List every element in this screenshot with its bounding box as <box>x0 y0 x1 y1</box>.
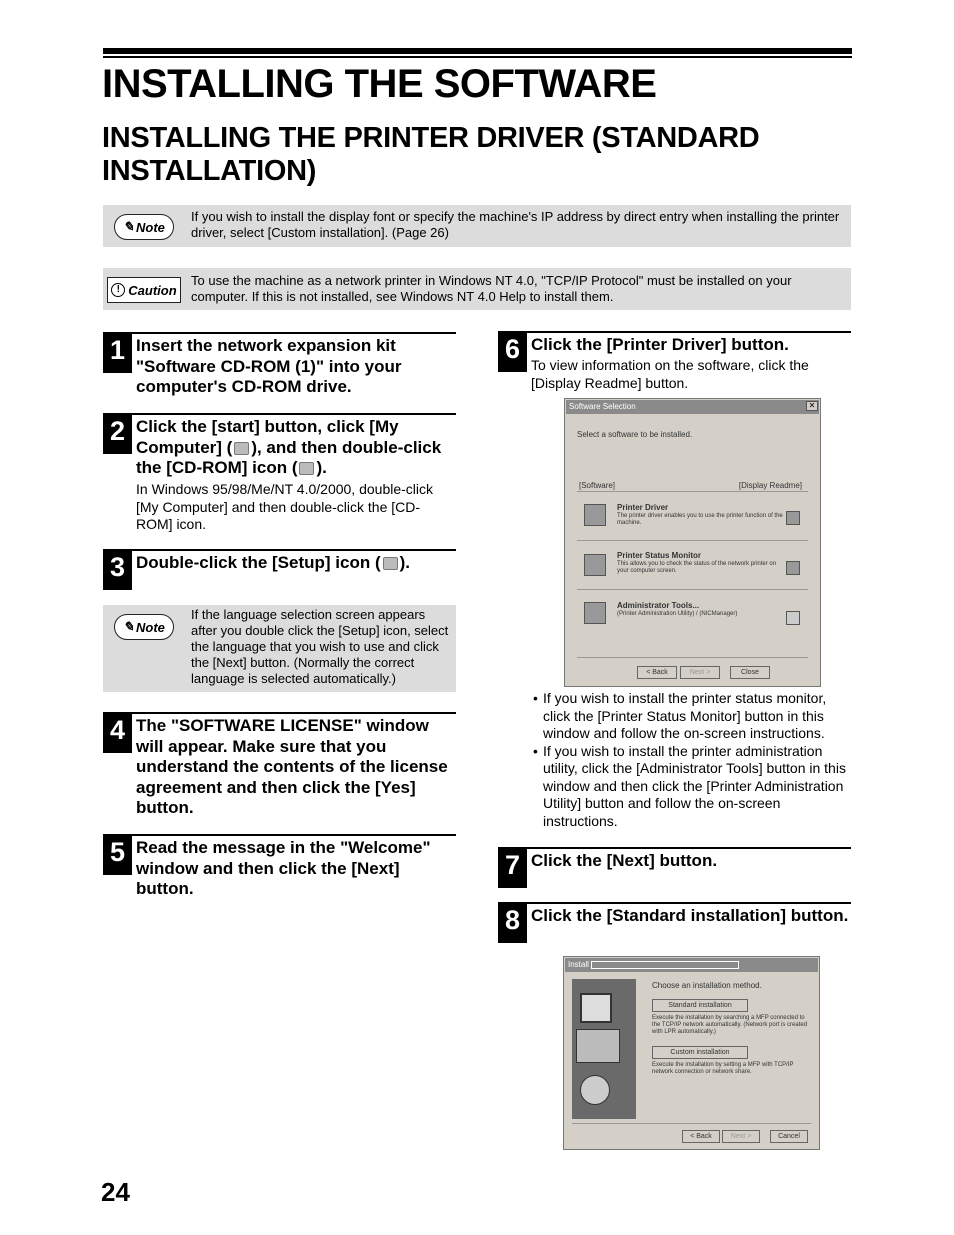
step-title: Insert the network expansion kit "Software CD-ROM (1)" into your computer's CD-ROM drive. <box>136 336 402 396</box>
divider <box>577 657 808 658</box>
step-2 <box>103 413 456 538</box>
close-button[interactable]: Close <box>730 666 770 679</box>
back-button[interactable]: < Back <box>637 666 677 679</box>
step-number: 5 <box>103 834 132 875</box>
step-description: In Windows 95/98/Me/NT 4.0/2000, double-click [My Computer] and then double-click the [CD-ROM] icon. <box>136 481 434 532</box>
item-name: Printer Driver <box>617 503 669 512</box>
step-number: 6 <box>498 331 527 372</box>
note-badge-label: Note <box>136 219 165 235</box>
computer-icon <box>576 1029 620 1063</box>
admin-tools-button[interactable] <box>584 602 606 624</box>
step-rule <box>103 549 456 551</box>
pencil-icon: ✎ <box>123 219 134 234</box>
header-rule-thick <box>103 48 852 54</box>
exclamation-icon: ! <box>111 283 125 297</box>
step-title-part: ). <box>316 458 327 477</box>
step-rule <box>103 332 456 334</box>
step-rule <box>103 413 456 415</box>
readme-icon[interactable] <box>786 561 800 575</box>
item-desc: (Printer Administration Utility) / (NICManager) <box>617 611 738 617</box>
readme-icon[interactable] <box>786 611 800 625</box>
note-box-top <box>103 205 851 247</box>
step-number: 7 <box>498 847 527 888</box>
titlebar-field <box>591 961 739 969</box>
note-badge <box>114 214 174 240</box>
step-number: 4 <box>103 712 132 753</box>
window-titlebar: Software Selection <box>566 400 819 414</box>
step-rule <box>103 712 456 714</box>
monitor-icon <box>580 993 612 1023</box>
item-desc: The printer driver enables you to use the printer function of the machine. <box>617 513 783 526</box>
custom-description: Execute the installation by setting a MFP with TCP/IP network connection or network share. <box>652 1062 794 1075</box>
status-monitor-button[interactable] <box>584 554 606 576</box>
divider <box>577 589 808 590</box>
close-icon[interactable]: ✕ <box>806 401 818 411</box>
step-title-part: ), and then double-click the [CD-ROM] icon ( <box>136 437 442 477</box>
step-title: Click the [Standard installation] button. <box>531 906 849 925</box>
list-item: • If you wish to install the printer status monitor, click the [Printer Status Monitor] button in this window and follow the on-screen instructions. <box>533 690 853 743</box>
item-name: Administrator Tools... <box>617 601 700 610</box>
next-button[interactable]: Next > <box>680 666 720 679</box>
software-selection-window <box>564 398 821 687</box>
back-button[interactable]: < Back <box>682 1130 720 1143</box>
step-title: Click the [Printer Driver] button. <box>531 335 789 354</box>
item-name: Printer Status Monitor <box>617 551 702 560</box>
note-text: If the language selection screen appears after you double click the [Setup] icon, select the language that you wish to use and click the [Next] button. (Normally the correct language is selected automatically.) <box>191 607 449 686</box>
step-title: Click the [Next] button. <box>531 851 718 870</box>
step-title: The "SOFTWARE LICENSE" window will appear. Make sure that you understand the contents of the license agreement and then click the [Yes] button. <box>136 716 448 817</box>
custom-installation-button[interactable]: Custom installation <box>652 1046 748 1059</box>
step-description: To view information on the software, click the [Display Readme] button. <box>531 357 809 391</box>
bullet-list <box>533 690 853 830</box>
cd-rom-icon <box>299 462 314 475</box>
column-readme: [Display Readme] <box>738 481 802 490</box>
section-title: INSTALLING THE PRINTER DRIVER (STANDARD INSTALLATION) <box>102 122 760 187</box>
note-text: If you wish to install the display font or specify the machine's IP address by direct entry when installing the printer driver, select [Custom installation]. (Page 26) <box>191 209 840 240</box>
divider <box>577 540 808 541</box>
installer-illustration <box>572 979 636 1119</box>
step-number: 3 <box>103 549 132 590</box>
step-5 <box>103 834 456 904</box>
caution-box <box>103 268 851 310</box>
step-number: 8 <box>498 902 527 943</box>
step-title-part: Double-click the [Setup] icon ( <box>136 553 381 572</box>
step-number: 2 <box>103 413 132 454</box>
step-7 <box>498 847 851 889</box>
header-rule-thin <box>103 56 852 58</box>
window-titlebar <box>565 958 818 972</box>
page-number: 24 <box>101 1177 130 1207</box>
window-prompt: Select a software to be installed. <box>577 430 693 439</box>
divider <box>572 1123 811 1124</box>
list-item: • If you wish to install the printer administration utility, click the [Administrator Tools] button in this window and then click the [Printer Administration Utility] button and follow the on-screen instructions. <box>533 743 853 831</box>
step-3 <box>103 549 456 594</box>
step-title-part: Click the [start] button, click [My Computer] ( <box>136 417 399 457</box>
setup-icon <box>383 557 398 570</box>
divider <box>577 491 808 492</box>
standard-description: Execute the installation by searching a MFP connected to the TCP/IP network automatically. (Network port is created with LPR automatically.) <box>652 1015 808 1035</box>
caution-badge-label: Caution <box>128 282 177 298</box>
readme-icon[interactable] <box>786 511 800 525</box>
printer-driver-button[interactable] <box>584 504 606 526</box>
page-title: INSTALLING THE SOFTWARE <box>102 62 657 106</box>
window-title: Install <box>568 960 589 969</box>
step-1 <box>103 332 456 402</box>
step-rule <box>103 834 456 836</box>
step-title: Read the message in the "Welcome" window and then click the [Next] button. <box>136 838 431 898</box>
window-prompt: Choose an installation method. <box>652 981 762 990</box>
cd-icon <box>580 1075 610 1105</box>
step-rule <box>498 902 851 904</box>
standard-installation-button[interactable]: Standard installation <box>652 999 748 1012</box>
note-box-mid <box>103 605 456 692</box>
pencil-icon: ✎ <box>123 619 134 634</box>
step-6 <box>498 331 851 391</box>
step-title <box>136 553 454 574</box>
step-number: 1 <box>103 332 132 373</box>
note-badge <box>114 614 174 640</box>
note-badge-label: Note <box>136 619 165 635</box>
item-desc: This allows you to check the status of the network printer on your computer screen. <box>617 561 777 574</box>
cancel-button[interactable]: Cancel <box>770 1130 808 1143</box>
step-rule <box>498 847 851 849</box>
next-button[interactable]: Next > <box>722 1130 760 1143</box>
caution-text: To use the machine as a network printer in Windows NT 4.0, "TCP/IP Protocol" must be installed on your computer. If this is not installed, see Windows NT 4.0 Help to install them. <box>191 273 792 304</box>
my-computer-icon <box>234 442 249 455</box>
step-8 <box>498 902 851 944</box>
step-rule <box>498 331 851 333</box>
step-title <box>136 417 456 479</box>
step-title-part: ). <box>399 553 411 572</box>
step-4 <box>103 712 456 822</box>
column-software: [Software] <box>579 481 616 490</box>
install-window <box>563 956 820 1150</box>
caution-badge <box>107 277 181 303</box>
